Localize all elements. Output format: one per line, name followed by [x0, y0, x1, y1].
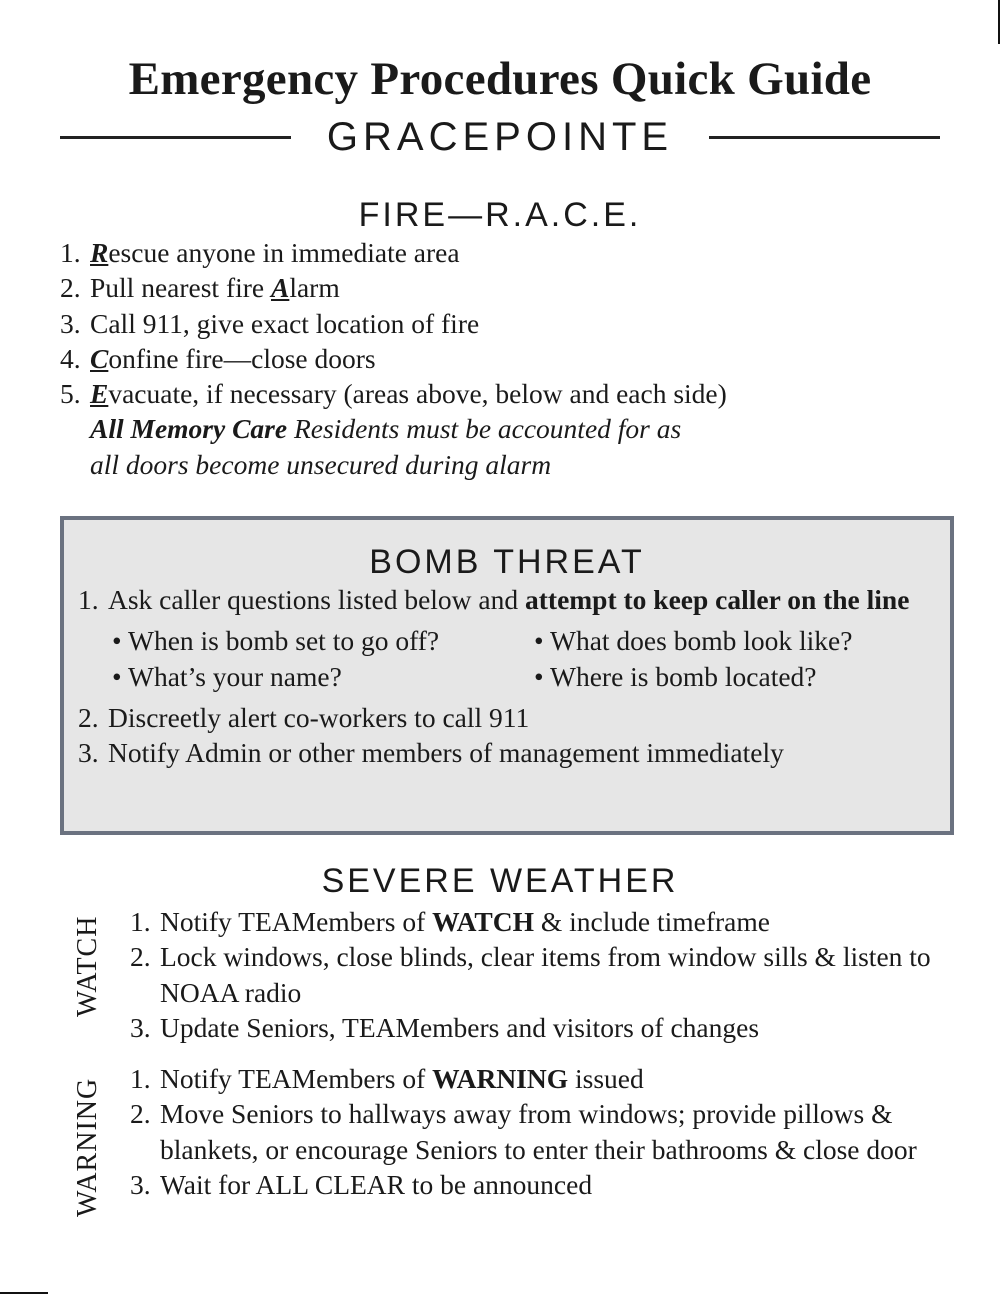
caller-questions — [112, 623, 950, 694]
step-text: escue anyone in immediate area — [108, 237, 460, 268]
race-letter-c: C — [90, 342, 109, 374]
warning-steps — [130, 1061, 940, 1202]
step-text: Notify Admin or other members of management immediately — [108, 737, 784, 769]
race-letter-a: A — [270, 272, 290, 304]
bomb-threat-box — [60, 516, 954, 835]
step-text: Ask caller questions listed below and — [108, 584, 525, 615]
step-emphasis: attempt to keep caller on the line — [525, 584, 910, 615]
step-text: Update Seniors, TEAMembers and visitors of changes — [160, 1011, 760, 1043]
bomb-step-2 — [78, 700, 950, 735]
step-number: 3. — [78, 737, 99, 769]
divider-left — [60, 136, 291, 139]
memory-care-note — [90, 411, 940, 482]
watch-steps — [130, 904, 940, 1045]
fire-step-4 — [60, 341, 940, 376]
bomb-threat-heading: BOMB THREAT — [369, 543, 645, 581]
race-letter-e: E — [90, 378, 109, 410]
watch-label: WATCH — [72, 915, 103, 1017]
step-text: onfine fire—close doors — [108, 342, 376, 374]
step-number: 1. — [130, 1063, 151, 1095]
warning-step-3 — [130, 1167, 940, 1202]
step-number: 5. — [60, 378, 81, 410]
warning-group — [60, 1061, 940, 1217]
step-text: & include timeframe — [534, 906, 770, 937]
question-item: • What does bomb look like? — [534, 625, 853, 657]
step-number: 1. — [78, 584, 99, 615]
fire-step-2 — [60, 270, 940, 305]
question-item: • Where is bomb located? — [534, 660, 817, 692]
bomb-step-1 — [78, 582, 950, 617]
step-number: 2. — [130, 941, 151, 973]
note-text-line2: all doors become unsecured during alarm — [90, 448, 552, 480]
divider-right — [709, 136, 940, 139]
step-emphasis: WATCH — [432, 906, 535, 937]
page-title: Emergency Procedures Quick Guide — [128, 53, 872, 105]
note-emphasis: All Memory Care — [90, 413, 288, 445]
question-item: • What’s your name? — [112, 660, 342, 692]
step-text: Call 911, give exact location of fire — [90, 307, 480, 339]
step-number: 3. — [130, 1169, 151, 1201]
step-text: Move Seniors to hallways away from windows; provide pillows & blankets, or encourage Seniors to enter their bathrooms & close door — [160, 1098, 917, 1165]
race-letter-r: R — [90, 237, 109, 268]
step-text: larm — [289, 272, 340, 304]
fire-step-1 — [60, 235, 940, 270]
watch-step-1 — [130, 904, 940, 939]
step-number: 2. — [60, 272, 81, 304]
fire-steps — [60, 235, 940, 482]
step-emphasis: WARNING — [432, 1063, 569, 1095]
watch-step-3 — [130, 1010, 940, 1045]
step-number: 1. — [130, 906, 151, 937]
watch-step-2 — [130, 939, 940, 1010]
warning-step-2 — [130, 1096, 940, 1167]
bomb-step-3 — [78, 735, 950, 770]
subtitle-row — [60, 112, 940, 162]
note-text: Residents must be accounted for as — [287, 413, 682, 445]
step-text: issued — [568, 1063, 644, 1095]
step-number: 4. — [60, 342, 81, 374]
question-item: • When is bomb set to go off? — [112, 625, 440, 657]
step-text: vacuate, if necessary (areas above, below and each side) — [108, 378, 727, 410]
step-text: Notify TEAMembers of — [160, 906, 433, 937]
step-text: Discreetly alert co-workers to call 911 — [108, 701, 530, 733]
step-text: Lock windows, close blinds, clear items from window sills & listen to NOAA radio — [160, 941, 931, 1008]
step-number: 3. — [130, 1011, 151, 1043]
step-text: Wait for ALL CLEAR to be announced — [160, 1169, 593, 1201]
step-text: Pull nearest fire — [90, 272, 271, 304]
bomb-steps-continued — [78, 700, 950, 771]
severe-weather-heading: SEVERE WEATHER — [321, 862, 679, 900]
warning-label: WARNING — [72, 1077, 103, 1217]
fire-step-3 — [60, 306, 940, 341]
step-number: 3. — [60, 307, 81, 339]
warning-step-1 — [130, 1061, 940, 1096]
organization-name: GRACEPOINTE — [326, 114, 674, 159]
fire-heading: FIRE—R.A.C.E. — [358, 196, 642, 234]
step-number: 1. — [60, 237, 81, 268]
step-text: Notify TEAMembers of — [160, 1063, 433, 1095]
fire-section — [60, 195, 940, 482]
step-number: 2. — [78, 701, 99, 733]
bomb-steps — [78, 582, 950, 617]
fire-step-5 — [60, 376, 940, 482]
severe-weather-section — [60, 858, 940, 1217]
watch-group — [60, 904, 940, 1045]
step-number: 2. — [130, 1098, 151, 1130]
